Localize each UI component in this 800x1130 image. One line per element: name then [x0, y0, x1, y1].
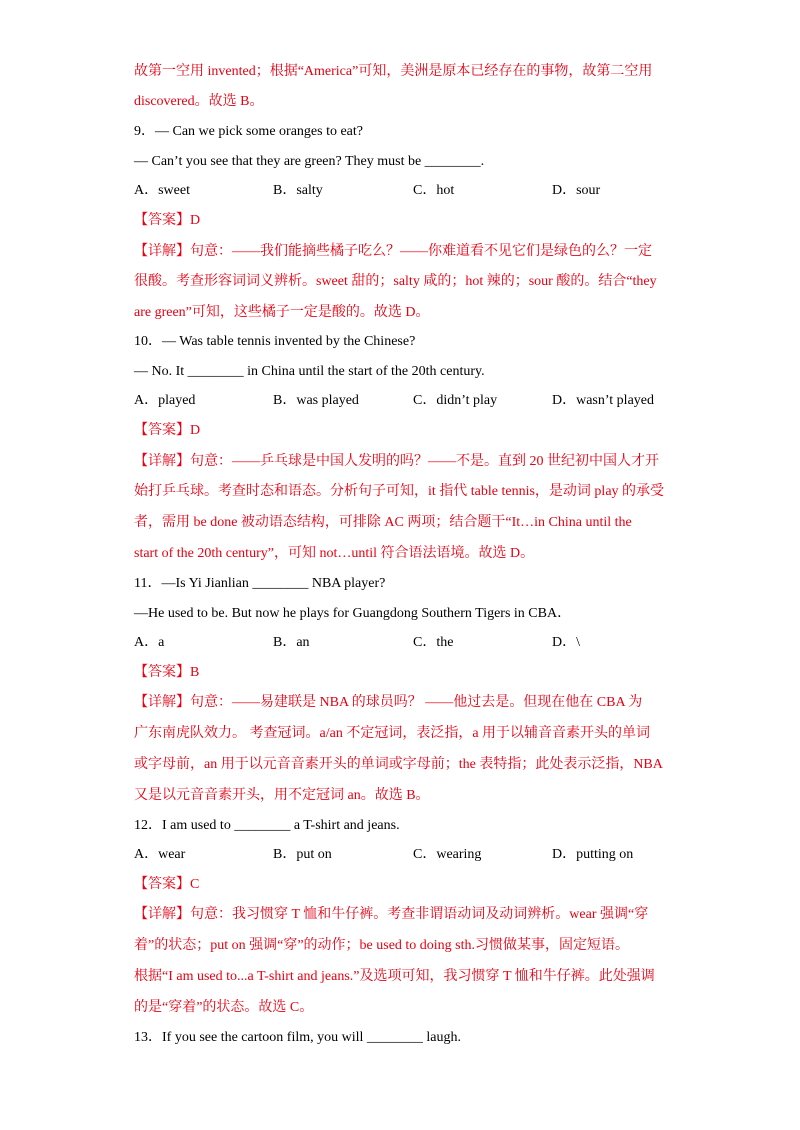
question-13-stem: 13．If you see the cartoon film, you will ________ laugh. [134, 1030, 461, 1045]
option-a: A．a [134, 635, 165, 650]
answer-label: 【答案】D [134, 423, 201, 438]
question-11-stem: —He used to be. But now he plays for Guangdong Southern Tigers in CBA． [134, 606, 572, 621]
explanation-line: 【详解】句意：——我们能摘些橘子吃么？——你难道看不见它们是绿色的么？一定 [134, 244, 652, 259]
option-c: C．hot [413, 183, 455, 198]
option-a: A．played [134, 393, 196, 408]
answer-label: 【答案】B [134, 665, 200, 680]
option-d: D．sour [552, 183, 601, 198]
answer-label: 【答案】C [134, 877, 200, 892]
option-b: B．was played [273, 393, 359, 408]
option-d: D．wasn’t played [552, 393, 654, 408]
option-d: D．\ [552, 635, 580, 650]
explanation-line: 根据“I am used to...a T-shirt and jeans.”及选项可知，我习惯穿 T 恤和牛仔裤。此处强调 [134, 969, 655, 984]
question-10-stem: — No. It ________ in China until the start of the 20th century. [134, 364, 485, 379]
option-b: B．salty [273, 183, 323, 198]
explanation-line: 者，需用 be done 被动语态结构，可排除 AC 两项；结合题干“It…in China until the [134, 515, 632, 530]
option-d: D．putting on [552, 847, 634, 862]
question-11-stem: 11．—Is Yi Jianlian ________ NBA player? [134, 576, 386, 591]
question-9-options [134, 182, 694, 200]
question-12-stem: 12．I am used to ________ a T-shirt and jeans. [134, 818, 400, 833]
option-b: B．put on [273, 847, 332, 862]
explanation-line: discovered。故选 B。 [134, 94, 264, 109]
explanation-line: 【详解】句意：我习惯穿 T 恤和牛仔裤。考查非谓语动词及动词辨析。wear 强调“穿 [134, 907, 649, 922]
explanation-line: 或字母前，an 用于以元音音素开头的单词或字母前；the 表特指；此处表示泛指，NBA [134, 757, 663, 772]
explanation-line: 很酸。考查形容词词义辨析。sweet 甜的；salty 咸的；hot 辣的；sour 酸的。结合“they [134, 274, 657, 289]
question-11-options [134, 634, 694, 652]
option-c: C．the [413, 635, 454, 650]
answer-label: 【答案】D [134, 213, 201, 228]
explanation-line: start of the 20th century”，可知 not…until 符合语法语境。故选 D。 [134, 546, 535, 561]
explanation-line: 又是以元音音素开头，用不定冠词 an。故选 B。 [134, 788, 430, 803]
explanation-line: 【详解】句意：——乒乓球是中国人发明的吗？——不是。直到 20 世纪初中国人才开 [134, 454, 659, 469]
option-a: A．sweet [134, 183, 190, 198]
explanation-line: 的是“穿着”的状态。故选 C。 [134, 1000, 314, 1015]
option-c: C．wearing [413, 847, 482, 862]
question-9-stem: 9．— Can we pick some oranges to eat? [134, 124, 363, 139]
explanation-line: 着”的状态；put on 强调“穿”的动作；be used to doing sth.习惯做某事，固定短语。 [134, 938, 630, 953]
explanation-line: are green”可知，这些橘子一定是酸的。故选 D。 [134, 305, 430, 320]
question-9-stem: — Can’t you see that they are green? They must be ________. [134, 154, 485, 169]
explanation-line: 广东南虎队效力。 考查冠词。a/an 不定冠词，表泛指，a 用于以辅音音素开头的单词 [134, 726, 651, 741]
explanation-line: 故第一空用 invented；根据“America”可知，美洲是原本已经存在的事物，故第二空用 [134, 64, 653, 79]
question-10-stem: 10．— Was table tennis invented by the Chinese? [134, 334, 416, 349]
option-c: C．didn’t play [413, 393, 498, 408]
explanation-line: 始打乒乓球。考查时态和语态。分析句子可知，it 指代 table tennis，是动词 play 的承受 [134, 484, 665, 499]
option-b: B．an [273, 635, 310, 650]
question-10-options [134, 392, 694, 410]
question-12-options [134, 846, 694, 864]
option-a: A．wear [134, 847, 186, 862]
explanation-line: 【详解】句意：——易建联是 NBA 的球员吗？ ——他过去是。但现在他在 CBA 为 [134, 695, 643, 710]
